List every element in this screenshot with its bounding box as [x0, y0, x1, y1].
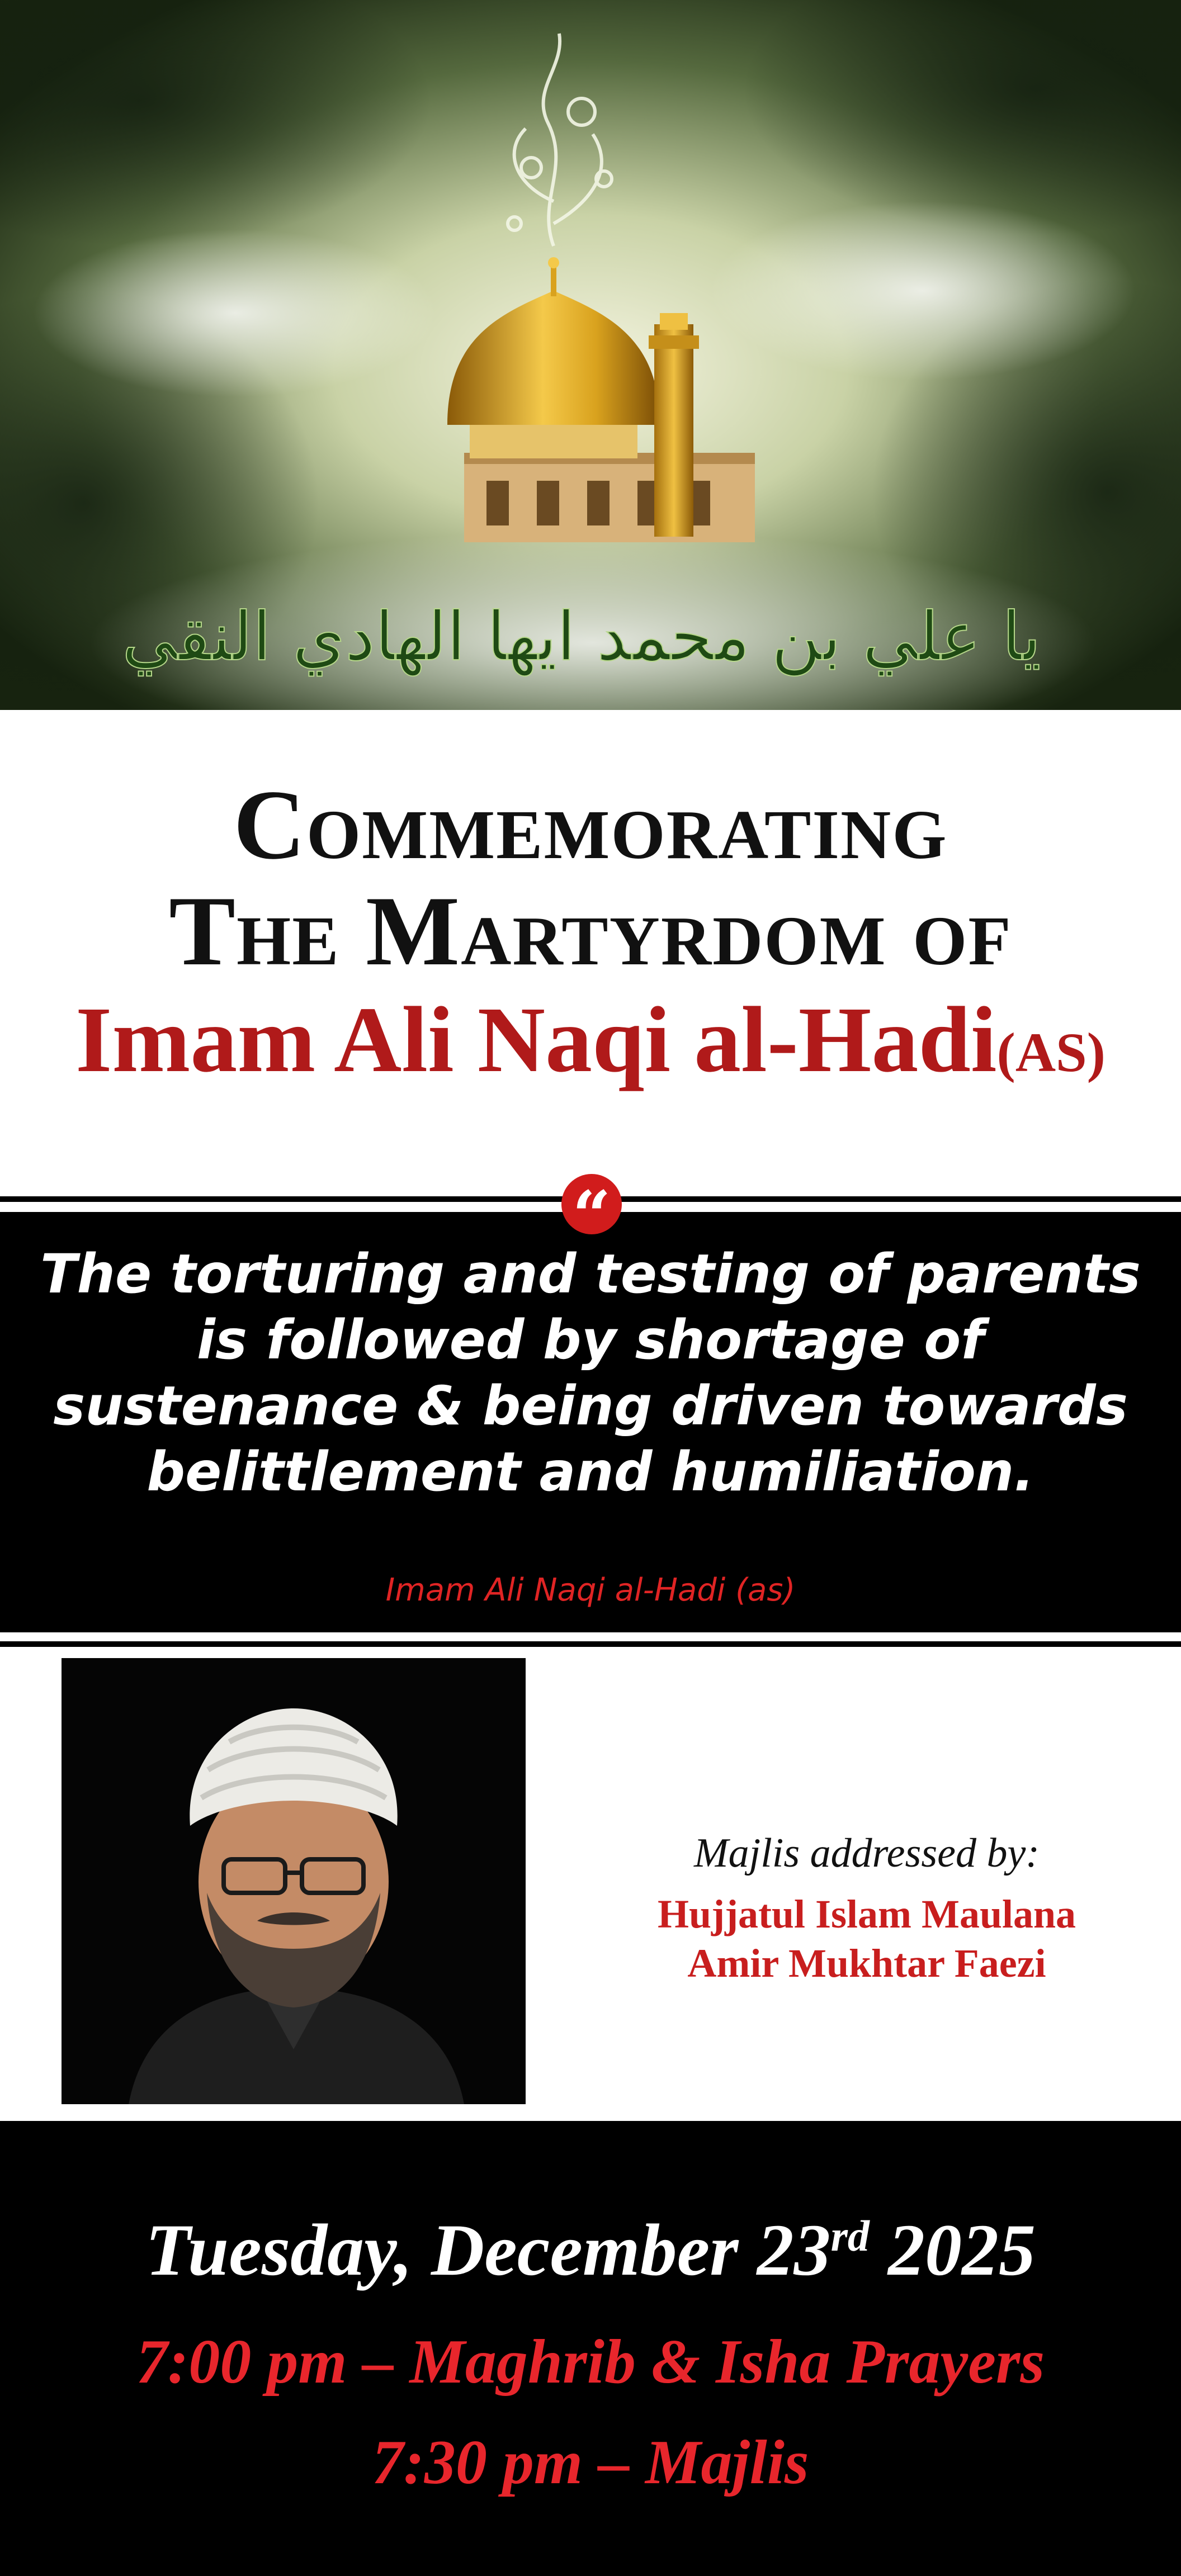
imam-name: Imam Ali Naqi al-Hadi: [75, 988, 997, 1092]
quote-text: [34, 1241, 1147, 1505]
quote-line: is followed by shortage of: [196, 1309, 985, 1371]
title-block: [0, 771, 1181, 1109]
speaker-name-line-1: Hujjatul Islam Maulana: [657, 1892, 1076, 1936]
quote-rule-bottom: [0, 1641, 1181, 1647]
speaker-label: Majlis addressed by:: [694, 1830, 1040, 1876]
title-line-3: [0, 984, 1181, 1109]
title-line-1: Commemorating: [233, 769, 948, 880]
title-suffix: (AS): [996, 1021, 1106, 1083]
speaker-name-line-2: Amir Mukhtar Faezi: [687, 1941, 1046, 1986]
title-line-2: The Martyrdom of: [169, 875, 1012, 986]
speaker-portrait: [62, 1658, 526, 2104]
speaker-photo: [62, 1658, 526, 2104]
event-date: [0, 2208, 1181, 2292]
event-date-main: Tuesday, December 23: [145, 2209, 831, 2291]
quote-line: belittlement and humiliation.: [147, 1441, 1034, 1503]
calligraphy-text: يا علي بن محمد ايها الهادي النقي: [122, 598, 1041, 676]
schedule-majlis: 7:30 pm – Majlis: [372, 2428, 809, 2497]
schedule-prayers: 7:00 pm – Maghrib & Isha Prayers: [136, 2327, 1045, 2397]
shrine-illustration: [0, 0, 1181, 710]
speaker-name: [587, 1890, 1146, 1988]
quote-author: Imam Ali Naqi al-Hadi (as): [385, 1572, 796, 1608]
hero-banner: [0, 0, 1181, 710]
quote-mark-icon: “: [561, 1174, 622, 1234]
event-date-year: 2025: [869, 2209, 1036, 2291]
quote-line: sustenance & being driven towards: [53, 1375, 1128, 1437]
event-date-suffix: rd: [830, 2212, 870, 2260]
quote-line: The torturing and testing of parents: [40, 1243, 1141, 1305]
